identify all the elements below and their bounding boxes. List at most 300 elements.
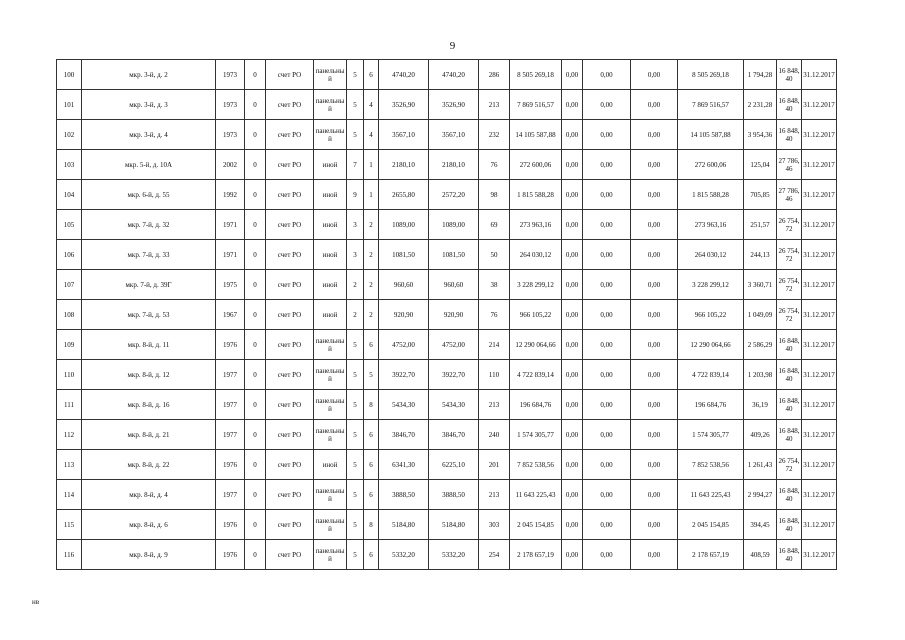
floors-cell: 5 <box>347 360 364 390</box>
residents-cell: 213 <box>479 390 510 420</box>
entrances-cell: 4 <box>364 120 379 150</box>
value-cell: 0 <box>245 270 266 300</box>
address-cell: мкр. 8-й, д. 22 <box>82 450 216 480</box>
row-number-cell: 102 <box>57 120 82 150</box>
residents-cell: 38 <box>479 270 510 300</box>
value-cell: 0,00 <box>583 540 631 570</box>
unit-cost-cell: 1 049,09 <box>744 300 777 330</box>
floors-cell: 5 <box>347 60 364 90</box>
living-area-cell: 960,60 <box>429 270 479 300</box>
value-cell: 0,00 <box>583 240 631 270</box>
unit-cost-cell: 705,85 <box>744 180 777 210</box>
fund-method-cell: счет РО <box>266 210 314 240</box>
deadline-cell: 31.12.2017 <box>802 120 837 150</box>
deadline-cell: 31.12.2017 <box>802 270 837 300</box>
value-cell: 0,00 <box>583 180 631 210</box>
cost-cell: 264 030,12 <box>510 240 562 270</box>
value-cell: 0,00 <box>631 390 678 420</box>
floors-cell: 3 <box>347 240 364 270</box>
cost-total-cell: 2 045 154,85 <box>678 510 744 540</box>
wall-material-cell: панельный <box>314 120 347 150</box>
total-area-cell: 1089,00 <box>379 210 429 240</box>
value-cell: 0 <box>245 180 266 210</box>
year-built-cell: 1973 <box>216 60 245 90</box>
value-cell: 0,00 <box>631 420 678 450</box>
living-area-cell: 2180,10 <box>429 150 479 180</box>
cost-cell: 8 505 269,18 <box>510 60 562 90</box>
max-unit-cost-cell: 16 848,40 <box>777 480 802 510</box>
entrances-cell: 6 <box>364 540 379 570</box>
cost-cell: 966 105,22 <box>510 300 562 330</box>
row-number-cell: 111 <box>57 390 82 420</box>
address-cell: мкр. 8-й, д. 6 <box>82 510 216 540</box>
cost-total-cell: 2 178 657,19 <box>678 540 744 570</box>
fund-method-cell: счет РО <box>266 270 314 300</box>
cost-cell: 196 684,76 <box>510 390 562 420</box>
cost-cell: 1 574 305,77 <box>510 420 562 450</box>
value-cell: 0 <box>245 510 266 540</box>
living-area-cell: 1089,00 <box>429 210 479 240</box>
fund-method-cell: счет РО <box>266 360 314 390</box>
living-area-cell: 4740,20 <box>429 60 479 90</box>
cost-total-cell: 1 815 588,28 <box>678 180 744 210</box>
wall-material-cell: панельный <box>314 540 347 570</box>
address-cell: мкр. 3-й, д. 4 <box>82 120 216 150</box>
value-cell: 0,00 <box>583 360 631 390</box>
total-area-cell: 2180,10 <box>379 150 429 180</box>
value-cell: 0,00 <box>562 420 583 450</box>
floors-cell: 7 <box>347 150 364 180</box>
value-cell: 0,00 <box>583 330 631 360</box>
value-cell: 0,00 <box>583 90 631 120</box>
unit-cost-cell: 2 994,27 <box>744 480 777 510</box>
fund-method-cell: счет РО <box>266 540 314 570</box>
living-area-cell: 6225,10 <box>429 450 479 480</box>
value-cell: 0,00 <box>583 390 631 420</box>
max-unit-cost-cell: 26 754,72 <box>777 450 802 480</box>
deadline-cell: 31.12.2017 <box>802 60 837 90</box>
living-area-cell: 920,90 <box>429 300 479 330</box>
living-area-cell: 2572,20 <box>429 180 479 210</box>
total-area-cell: 3888,50 <box>379 480 429 510</box>
residents-cell: 303 <box>479 510 510 540</box>
fund-method-cell: счет РО <box>266 150 314 180</box>
address-cell: мкр. 8-й, д. 12 <box>82 360 216 390</box>
entrances-cell: 1 <box>364 180 379 210</box>
row-number-cell: 108 <box>57 300 82 330</box>
value-cell: 0,00 <box>562 240 583 270</box>
value-cell: 0 <box>245 120 266 150</box>
table-row <box>57 540 837 570</box>
value-cell: 0,00 <box>583 450 631 480</box>
total-area-cell: 3846,70 <box>379 420 429 450</box>
wall-material-cell: панельный <box>314 360 347 390</box>
deadline-cell: 31.12.2017 <box>802 90 837 120</box>
wall-material-cell: панельный <box>314 330 347 360</box>
deadline-cell: 31.12.2017 <box>802 510 837 540</box>
floors-cell: 5 <box>347 450 364 480</box>
year-built-cell: 1992 <box>216 180 245 210</box>
residents-cell: 240 <box>479 420 510 450</box>
row-number-cell: 114 <box>57 480 82 510</box>
value-cell: 0,00 <box>631 150 678 180</box>
total-area-cell: 3922,70 <box>379 360 429 390</box>
cost-cell: 2 045 154,85 <box>510 510 562 540</box>
living-area-cell: 5332,20 <box>429 540 479 570</box>
value-cell: 0,00 <box>583 420 631 450</box>
living-area-cell: 3888,50 <box>429 480 479 510</box>
wall-material-cell: иной <box>314 300 347 330</box>
entrances-cell: 2 <box>364 270 379 300</box>
year-built-cell: 1976 <box>216 510 245 540</box>
value-cell: 0 <box>245 300 266 330</box>
table-row <box>57 480 837 510</box>
wall-material-cell: панельный <box>314 390 347 420</box>
max-unit-cost-cell: 16 848,40 <box>777 540 802 570</box>
floors-cell: 5 <box>347 330 364 360</box>
entrances-cell: 8 <box>364 510 379 540</box>
floors-cell: 5 <box>347 480 364 510</box>
housing-registry-table <box>56 59 837 570</box>
floors-cell: 5 <box>347 90 364 120</box>
living-area-cell: 3922,70 <box>429 360 479 390</box>
cost-cell: 12 290 064,66 <box>510 330 562 360</box>
value-cell: 0,00 <box>562 480 583 510</box>
deadline-cell: 31.12.2017 <box>802 210 837 240</box>
value-cell: 0,00 <box>631 480 678 510</box>
table-row <box>57 300 837 330</box>
table-row <box>57 420 837 450</box>
entrances-cell: 2 <box>364 300 379 330</box>
unit-cost-cell: 2 586,29 <box>744 330 777 360</box>
cost-cell: 3 228 299,12 <box>510 270 562 300</box>
fund-method-cell: счет РО <box>266 60 314 90</box>
living-area-cell: 4752,00 <box>429 330 479 360</box>
deadline-cell: 31.12.2017 <box>802 540 837 570</box>
row-number-cell: 106 <box>57 240 82 270</box>
address-cell: мкр. 7-й, д. 53 <box>82 300 216 330</box>
total-area-cell: 4740,20 <box>379 60 429 90</box>
total-area-cell: 920,90 <box>379 300 429 330</box>
residents-cell: 213 <box>479 480 510 510</box>
value-cell: 0,00 <box>562 450 583 480</box>
wall-material-cell: панельный <box>314 90 347 120</box>
wall-material-cell: иной <box>314 180 347 210</box>
table-body <box>57 60 837 570</box>
value-cell: 0 <box>245 450 266 480</box>
row-number-cell: 112 <box>57 420 82 450</box>
value-cell: 0,00 <box>631 270 678 300</box>
cost-cell: 7 852 538,56 <box>510 450 562 480</box>
fund-method-cell: счет РО <box>266 420 314 450</box>
row-number-cell: 107 <box>57 270 82 300</box>
deadline-cell: 31.12.2017 <box>802 330 837 360</box>
value-cell: 0,00 <box>583 510 631 540</box>
value-cell: 0,00 <box>562 270 583 300</box>
value-cell: 0 <box>245 360 266 390</box>
unit-cost-cell: 2 231,28 <box>744 90 777 120</box>
year-built-cell: 1967 <box>216 300 245 330</box>
max-unit-cost-cell: 16 848,40 <box>777 360 802 390</box>
max-unit-cost-cell: 16 848,40 <box>777 90 802 120</box>
entrances-cell: 2 <box>364 210 379 240</box>
value-cell: 0,00 <box>631 180 678 210</box>
total-area-cell: 5434,30 <box>379 390 429 420</box>
value-cell: 0,00 <box>631 210 678 240</box>
value-cell: 0,00 <box>631 120 678 150</box>
max-unit-cost-cell: 26 754,72 <box>777 240 802 270</box>
entrances-cell: 4 <box>364 90 379 120</box>
value-cell: 0,00 <box>583 60 631 90</box>
cost-cell: 1 815 588,28 <box>510 180 562 210</box>
row-number-cell: 109 <box>57 330 82 360</box>
year-built-cell: 2002 <box>216 150 245 180</box>
unit-cost-cell: 244,13 <box>744 240 777 270</box>
unit-cost-cell: 125,04 <box>744 150 777 180</box>
year-built-cell: 1971 <box>216 210 245 240</box>
cost-cell: 4 722 839,14 <box>510 360 562 390</box>
cost-cell: 273 963,16 <box>510 210 562 240</box>
value-cell: 0,00 <box>631 240 678 270</box>
residents-cell: 286 <box>479 60 510 90</box>
address-cell: мкр. 5-й, д. 10А <box>82 150 216 180</box>
max-unit-cost-cell: 16 848,40 <box>777 120 802 150</box>
living-area-cell: 3846,70 <box>429 420 479 450</box>
table-row <box>57 180 837 210</box>
cost-total-cell: 4 722 839,14 <box>678 360 744 390</box>
floors-cell: 5 <box>347 540 364 570</box>
floors-cell: 5 <box>347 390 364 420</box>
value-cell: 0,00 <box>562 540 583 570</box>
deadline-cell: 31.12.2017 <box>802 300 837 330</box>
value-cell: 0,00 <box>562 300 583 330</box>
value-cell: 0 <box>245 330 266 360</box>
max-unit-cost-cell: 16 848,40 <box>777 60 802 90</box>
cost-total-cell: 14 105 587,88 <box>678 120 744 150</box>
fund-method-cell: счет РО <box>266 330 314 360</box>
unit-cost-cell: 1 794,28 <box>744 60 777 90</box>
row-number-cell: 113 <box>57 450 82 480</box>
max-unit-cost-cell: 16 848,40 <box>777 510 802 540</box>
value-cell: 0,00 <box>562 180 583 210</box>
fund-method-cell: счет РО <box>266 120 314 150</box>
address-cell: мкр. 3-й, д. 3 <box>82 90 216 120</box>
value-cell: 0,00 <box>562 330 583 360</box>
deadline-cell: 31.12.2017 <box>802 480 837 510</box>
cost-total-cell: 264 030,12 <box>678 240 744 270</box>
fund-method-cell: счет РО <box>266 390 314 420</box>
wall-material-cell: иной <box>314 270 347 300</box>
year-built-cell: 1976 <box>216 450 245 480</box>
cost-total-cell: 272 600,06 <box>678 150 744 180</box>
year-built-cell: 1977 <box>216 390 245 420</box>
entrances-cell: 6 <box>364 480 379 510</box>
total-area-cell: 3526,90 <box>379 90 429 120</box>
value-cell: 0,00 <box>562 390 583 420</box>
value-cell: 0,00 <box>562 360 583 390</box>
wall-material-cell: панельный <box>314 420 347 450</box>
floors-cell: 5 <box>347 420 364 450</box>
deadline-cell: 31.12.2017 <box>802 360 837 390</box>
fund-method-cell: счет РО <box>266 450 314 480</box>
wall-material-cell: панельный <box>314 510 347 540</box>
max-unit-cost-cell: 27 786,46 <box>777 150 802 180</box>
table-row <box>57 150 837 180</box>
value-cell: 0,00 <box>583 210 631 240</box>
value-cell: 0 <box>245 390 266 420</box>
living-area-cell: 3567,10 <box>429 120 479 150</box>
value-cell: 0 <box>245 540 266 570</box>
row-number-cell: 105 <box>57 210 82 240</box>
year-built-cell: 1973 <box>216 90 245 120</box>
living-area-cell: 3526,90 <box>429 90 479 120</box>
floors-cell: 9 <box>347 180 364 210</box>
value-cell: 0,00 <box>562 210 583 240</box>
value-cell: 0,00 <box>631 60 678 90</box>
fund-method-cell: счет РО <box>266 300 314 330</box>
residents-cell: 76 <box>479 300 510 330</box>
floors-cell: 2 <box>347 270 364 300</box>
unit-cost-cell: 3 360,71 <box>744 270 777 300</box>
value-cell: 0 <box>245 210 266 240</box>
wall-material-cell: иной <box>314 450 347 480</box>
year-built-cell: 1977 <box>216 420 245 450</box>
cost-total-cell: 11 643 225,43 <box>678 480 744 510</box>
table-row <box>57 330 837 360</box>
value-cell: 0 <box>245 480 266 510</box>
total-area-cell: 4752,00 <box>379 330 429 360</box>
value-cell: 0,00 <box>631 450 678 480</box>
value-cell: 0,00 <box>562 150 583 180</box>
address-cell: мкр. 8-й, д. 4 <box>82 480 216 510</box>
total-area-cell: 3567,10 <box>379 120 429 150</box>
row-number-cell: 110 <box>57 360 82 390</box>
value-cell: 0,00 <box>562 510 583 540</box>
cost-total-cell: 3 228 299,12 <box>678 270 744 300</box>
max-unit-cost-cell: 26 754,72 <box>777 210 802 240</box>
wall-material-cell: панельный <box>314 480 347 510</box>
unit-cost-cell: 36,19 <box>744 390 777 420</box>
value-cell: 0,00 <box>631 90 678 120</box>
cost-total-cell: 966 105,22 <box>678 300 744 330</box>
entrances-cell: 1 <box>364 150 379 180</box>
value-cell: 0 <box>245 60 266 90</box>
row-number-cell: 104 <box>57 180 82 210</box>
fund-method-cell: счет РО <box>266 240 314 270</box>
table-row <box>57 360 837 390</box>
deadline-cell: 31.12.2017 <box>802 180 837 210</box>
value-cell: 0,00 <box>583 150 631 180</box>
residents-cell: 201 <box>479 450 510 480</box>
address-cell: мкр. 7-й, д. 32 <box>82 210 216 240</box>
wall-material-cell: панельный <box>314 60 347 90</box>
deadline-cell: 31.12.2017 <box>802 240 837 270</box>
value-cell: 0,00 <box>562 60 583 90</box>
deadline-cell: 31.12.2017 <box>802 450 837 480</box>
address-cell: мкр. 6-й, д. 55 <box>82 180 216 210</box>
row-number-cell: 103 <box>57 150 82 180</box>
cost-total-cell: 1 574 305,77 <box>678 420 744 450</box>
unit-cost-cell: 3 954,36 <box>744 120 777 150</box>
row-number-cell: 116 <box>57 540 82 570</box>
total-area-cell: 1081,50 <box>379 240 429 270</box>
entrances-cell: 6 <box>364 450 379 480</box>
residents-cell: 254 <box>479 540 510 570</box>
year-built-cell: 1977 <box>216 480 245 510</box>
total-area-cell: 2655,80 <box>379 180 429 210</box>
value-cell: 0 <box>245 420 266 450</box>
entrances-cell: 6 <box>364 60 379 90</box>
value-cell: 0,00 <box>583 480 631 510</box>
max-unit-cost-cell: 26 754,72 <box>777 300 802 330</box>
address-cell: мкр. 8-й, д. 16 <box>82 390 216 420</box>
value-cell: 0,00 <box>631 360 678 390</box>
unit-cost-cell: 1 261,43 <box>744 450 777 480</box>
fund-method-cell: счет РО <box>266 90 314 120</box>
residents-cell: 98 <box>479 180 510 210</box>
page-number: 9 <box>449 40 456 52</box>
wall-material-cell: иной <box>314 150 347 180</box>
cost-total-cell: 8 505 269,18 <box>678 60 744 90</box>
row-number-cell: 115 <box>57 510 82 540</box>
unit-cost-cell: 409,26 <box>744 420 777 450</box>
table-row <box>57 270 837 300</box>
value-cell: 0,00 <box>631 510 678 540</box>
table-row <box>57 390 837 420</box>
fund-method-cell: счет РО <box>266 480 314 510</box>
value-cell: 0,00 <box>631 300 678 330</box>
wall-material-cell: иной <box>314 210 347 240</box>
residents-cell: 69 <box>479 210 510 240</box>
residents-cell: 50 <box>479 240 510 270</box>
table-row <box>57 120 837 150</box>
value-cell: 0,00 <box>583 270 631 300</box>
value-cell: 0,00 <box>562 120 583 150</box>
address-cell: мкр. 8-й, д. 21 <box>82 420 216 450</box>
year-built-cell: 1973 <box>216 120 245 150</box>
living-area-cell: 5184,80 <box>429 510 479 540</box>
value-cell: 0 <box>245 90 266 120</box>
table-row <box>57 210 837 240</box>
year-built-cell: 1976 <box>216 540 245 570</box>
cost-cell: 7 869 516,57 <box>510 90 562 120</box>
residents-cell: 76 <box>479 150 510 180</box>
total-area-cell: 6341,30 <box>379 450 429 480</box>
deadline-cell: 31.12.2017 <box>802 390 837 420</box>
unit-cost-cell: 408,59 <box>744 540 777 570</box>
entrances-cell: 6 <box>364 330 379 360</box>
max-unit-cost-cell: 16 848,40 <box>777 390 802 420</box>
cost-cell: 272 600,06 <box>510 150 562 180</box>
value-cell: 0 <box>245 240 266 270</box>
unit-cost-cell: 251,57 <box>744 210 777 240</box>
entrances-cell: 2 <box>364 240 379 270</box>
table-row <box>57 240 837 270</box>
address-cell: мкр. 8-й, д. 11 <box>82 330 216 360</box>
floors-cell: 3 <box>347 210 364 240</box>
total-area-cell: 960,60 <box>379 270 429 300</box>
year-built-cell: 1971 <box>216 240 245 270</box>
living-area-cell: 1081,50 <box>429 240 479 270</box>
address-cell: мкр. 3-й, д. 2 <box>82 60 216 90</box>
floors-cell: 5 <box>347 510 364 540</box>
wall-material-cell: иной <box>314 240 347 270</box>
value-cell: 0,00 <box>631 540 678 570</box>
value-cell: 0 <box>245 150 266 180</box>
year-built-cell: 1976 <box>216 330 245 360</box>
total-area-cell: 5332,20 <box>379 540 429 570</box>
residents-cell: 214 <box>479 330 510 360</box>
